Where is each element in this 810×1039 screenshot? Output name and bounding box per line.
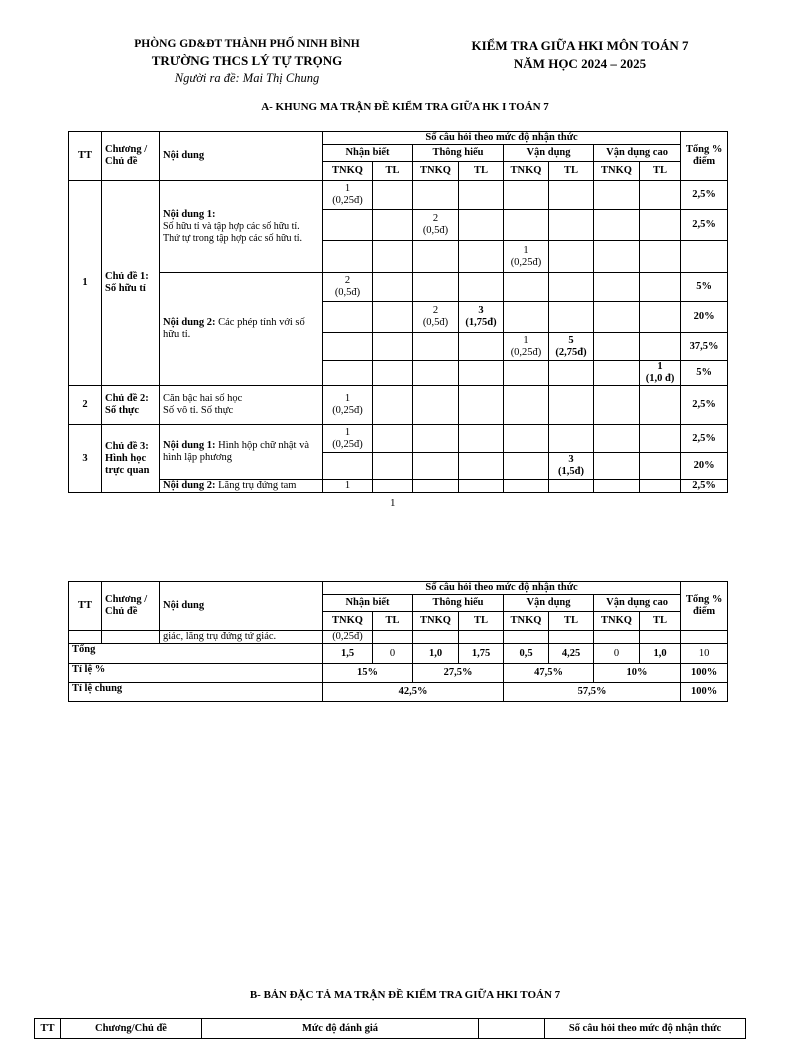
tong-value: 1,0 [640, 644, 681, 664]
tong-value: 1,75 [459, 644, 504, 664]
tlchung-value: 100% [681, 683, 728, 702]
tile-value: 10% [594, 664, 681, 683]
cell-nb-tnkq: 1 (0,25đ) [323, 425, 373, 453]
row-chude: Chủ đề 1: Số hữu tỉ [102, 181, 160, 386]
row-noidung: Nội dung 2: Các phép tính với số hữu tỉ. [160, 273, 323, 386]
cell-th-tl: 3 (1,75đ) [459, 302, 504, 333]
table-row-tile [69, 664, 728, 683]
cell-tong: 20% [681, 302, 728, 333]
col-vandung: Vận dụng [504, 145, 594, 162]
exam-title: KIỂM TRA GIỮA HKI MÔN TOÁN 7 [471, 38, 689, 53]
table-row [69, 631, 728, 644]
school-name: TRƯỜNG THCS LÝ TỰ TRỌNG [151, 53, 343, 68]
cell-tong: 2,5% [681, 210, 728, 241]
table-row [69, 273, 728, 302]
col-tl: TL [549, 612, 594, 631]
col-tt: TT [69, 582, 102, 631]
matrix-table-1 [68, 131, 728, 493]
col-tnkq: TNKQ [504, 612, 549, 631]
col-noidung: Nội dung [160, 132, 323, 181]
col-tnkq: TNKQ [594, 612, 640, 631]
section-b-title: B- BẢN ĐẶC TẢ MA TRẬN ĐỀ KIỂM TRA GIỮA HKI TOÁN 7 [249, 989, 561, 1001]
nd-title: Nội dung 1: [163, 208, 216, 220]
table-row [69, 480, 728, 493]
tong-value: 4,25 [549, 644, 594, 664]
col-vandung: Vận dụng [504, 595, 594, 612]
cell-tong: 2,5% [681, 386, 728, 425]
row-noidung: Nội dung 1: Hình hộp chữ nhật và hình lập phương [160, 425, 323, 480]
col-tl: TL [640, 612, 681, 631]
cell-nb-tnkq: 1 [323, 480, 373, 493]
spec-table [34, 1018, 746, 1039]
cell-vd-tl: 5 (2,75đ) [549, 333, 594, 361]
table-row [69, 181, 728, 210]
cell-tong: 37,5% [681, 333, 728, 361]
author-name: Người ra đề: Mai Thị Chung [174, 71, 320, 85]
tile-value: 100% [681, 664, 728, 683]
col-tl: TL [459, 162, 504, 181]
cell-vd-tl: 3 (1,5đ) [549, 453, 594, 480]
cell-tong: 2,5% [681, 425, 728, 453]
cell-nb-tnkq: 2 (0,5đ) [323, 273, 373, 302]
col-vandungcao: Vận dụng cao [594, 595, 681, 612]
col-tnkq: TNKQ [413, 162, 459, 181]
col-chuong: Chương / Chủ đề [102, 132, 160, 181]
cell-tong: 5% [681, 273, 728, 302]
tong-value: 1,0 [413, 644, 459, 664]
col-chuong: Chương / Chủ đề [102, 582, 160, 631]
cell-tong: 2,5% [681, 181, 728, 210]
col-tnkq: TNKQ [594, 162, 640, 181]
row-noidung: Nội dung 2: Lăng trụ đứng tam [160, 480, 323, 493]
tong-value: 0,5 [504, 644, 549, 664]
col-nhanbiet: Nhận biết [323, 595, 413, 612]
col-tl: TL [373, 612, 413, 631]
table-row-tong [69, 644, 728, 664]
col-tl: TL [640, 162, 681, 181]
cell-th-tnkq: 2 (0,5đ) [413, 302, 459, 333]
col-tnkq: TNKQ [413, 612, 459, 631]
col-tong: Tổng % điểm [681, 582, 728, 631]
col-chuong: Chương/Chủ đề [61, 1019, 202, 1039]
col-group: Số câu hỏi theo mức độ nhận thức [545, 1019, 746, 1039]
col-thonghieu: Thông hiểu [413, 145, 504, 162]
col-tt: TT [69, 132, 102, 181]
col-group: Số câu hỏi theo mức độ nhận thức [323, 582, 681, 595]
matrix-table-2 [68, 581, 728, 702]
row-tt: 3 [69, 425, 102, 493]
cell-nb-tnkq: (0,25đ) [323, 631, 373, 644]
tong-value: 1,5 [323, 644, 373, 664]
tile-label: Tỉ lệ % [69, 664, 323, 683]
tong-label: Tổng [69, 644, 323, 664]
row-tt: 1 [69, 181, 102, 386]
tong-value: 0 [594, 644, 640, 664]
section-a-title: A- KHUNG MA TRẬN ĐỀ KIỂM TRA GIỮA HK I TOÁN 7 [261, 101, 549, 113]
cell-vdc-tl: 1 (1,0 đ) [640, 361, 681, 386]
col-thonghieu: Thông hiểu [413, 595, 504, 612]
col-tl: TL [549, 162, 594, 181]
col-mucdo: Mức độ đánh giá [202, 1019, 479, 1039]
col-vandungcao: Vận dụng cao [594, 145, 681, 162]
table-row [69, 425, 728, 453]
row-chude: Chủ đề 2: Số thực [102, 386, 160, 425]
table-row [69, 386, 728, 425]
school-year: NĂM HỌC 2024 – 2025 [513, 56, 647, 71]
row-chude: Chủ đề 3: Hình học trực quan [102, 425, 160, 493]
header-right [460, 38, 700, 72]
page-number: 1 [390, 497, 396, 509]
col-noidung: Nội dung [160, 582, 323, 631]
col-tl: TL [373, 162, 413, 181]
col-tnkq: TNKQ [323, 162, 373, 181]
tile-value: 15% [323, 664, 413, 683]
cell-vd-tnkq: 1 (0,25đ) [504, 241, 549, 273]
col-tnkq: TNKQ [504, 162, 549, 181]
cell-nb-tnkq: 1 (0,25đ) [323, 386, 373, 425]
nd-line: Thứ tự trong tập hợp các số hữu tỉ. [163, 232, 303, 244]
cell-vd-tnkq: 1 (0,25đ) [504, 333, 549, 361]
row-noidung: giác, lăng trụ đứng tứ giác. [160, 631, 323, 644]
tlchung-value: 57,5% [504, 683, 681, 702]
table-row-tlchung [69, 683, 728, 702]
col-tong: Tổng % điểm [681, 132, 728, 181]
nd-line: Số hữu tỉ và tập hợp các số hữu tỉ. [163, 220, 300, 232]
cell-nb-tnkq: 1 (0,25đ) [323, 181, 373, 210]
cell-tong: 20% [681, 453, 728, 480]
row-noidung: Căn bậc hai số học Số vô tỉ. Số thực [160, 386, 323, 425]
cell-tong: 5% [681, 361, 728, 386]
col-nhanbiet: Nhận biết [323, 145, 413, 162]
col-tl: TL [459, 612, 504, 631]
tlchung-label: Tỉ lệ chung [69, 683, 323, 702]
row-noidung [160, 181, 323, 273]
tile-value: 47,5% [504, 664, 594, 683]
col-group: Số câu hỏi theo mức độ nhận thức [323, 132, 681, 145]
row-tt: 2 [69, 386, 102, 425]
tong-value: 0 [373, 644, 413, 664]
tlchung-value: 42,5% [323, 683, 504, 702]
cell-th-tnkq: 2 (0,5đ) [413, 210, 459, 241]
tong-value: 10 [681, 644, 728, 664]
cell-tong: 2,5% [681, 480, 728, 493]
col-tt: TT [35, 1019, 61, 1039]
table-3-clip [34, 1018, 745, 1034]
tile-value: 27,5% [413, 664, 504, 683]
col-tnkq: TNKQ [323, 612, 373, 631]
header-left [120, 38, 374, 86]
dept-name: PHÒNG GD&ĐT THÀNH PHỐ NINH BÌNH [134, 38, 360, 50]
